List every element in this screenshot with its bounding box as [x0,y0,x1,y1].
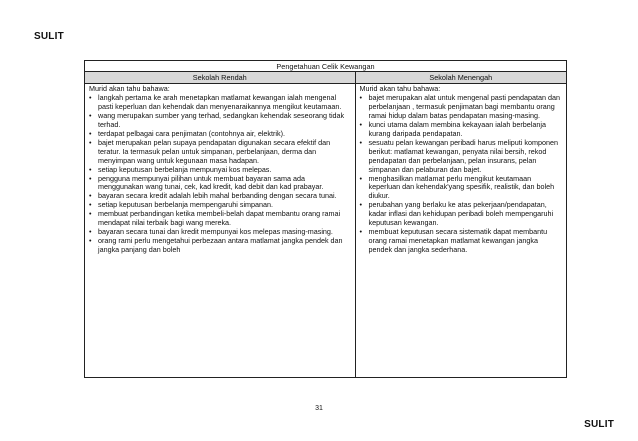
bullet-icon: • [89,200,92,210]
bullet-icon: • [359,137,363,147]
list-item: • setiap keputusan berbelanja mempengaruhi simpanan. [89,200,274,210]
footer-classification-label: SULIT [584,419,614,430]
bullet-icon: • [89,173,92,183]
list-item: • perubahan yang berlaku ke atas pekerjaan/pendapatan, kadar inflasi dan kehidupan peribadi boleh mempengaruhi keputusan kewangan. [359,200,554,228]
primary-intro: Murid akan tahu bahawa: [89,84,170,93]
list-item: • menghasilkan matlamat perlu mengikut keutamaan keperluan dan kehendak'yang spesifik, realistik, dan boleh diukur. [359,173,555,201]
table-title: Pengetahuan Celik Kewangan [85,61,567,72]
bullet-icon: • [359,92,363,102]
list-item: • langkah pertama ke arah menetapkan matlamat kewangan ialah mengenal pasti keperluan dan kehendak dan menyenaraikannya mengikut keutamaan. [89,92,342,111]
bullet-icon: • [89,209,92,219]
bullet-icon: • [89,128,92,138]
page-number: 31 [315,405,323,412]
list-item: • setiap keputusan berbelanja mempunyai kos melepas. [89,164,272,174]
bullet-icon: • [359,227,363,237]
list-item: • sesuatu pelan kewangan peribadi harus meliputi komponen berikut: matlamat kewangan, penyata nilai bersih, rekod pendapatan dan perbelanjaan, pelan insurans, pelan simpanan dan pelaburan dan bajet. [359,137,558,174]
bullet-icon: • [89,110,92,120]
list-item: • membuat keputusan secara sistematik dapat membantu orang ramai menetapkan matlamat kewangan jangka pendek dan jangka sederhana. [359,227,548,255]
bullet-icon: • [89,236,92,246]
secondary-intro: Murid akan tahu bahawa: [359,84,441,93]
header-classification-label: SULIT [34,31,64,42]
bullet-icon: • [89,227,92,237]
bullet-icon: • [359,173,363,183]
list-item: • pengguna mempunyai pilihan untuk membuat bayaran sama ada menggunakan wang tunai, cek, kad kredit, kad debit dan kad prabayar. [89,173,324,192]
bullet-icon: • [89,164,92,174]
primary-school-cell [85,84,356,378]
list-item: • kunci utama dalam membina kekayaan ialah berbelanja kurang daripada pendapatan. [359,119,546,138]
list-item: • terdapat pelbagai cara penjimatan (contohnya air, elektrik). [89,128,285,138]
bullet-icon: • [359,119,363,129]
secondary-point-list [360,94,563,255]
list-item: • orang rami perlu mengetahui perbezaan antara matlamat jangka pendek dan jangka panjang dan boleh [89,236,343,255]
bullet-icon: • [89,191,92,201]
bullet-icon: • [359,200,363,210]
financial-literacy-table [84,60,567,378]
column-header-secondary: Sekolah Menengah [355,72,566,84]
bullet-icon: • [89,92,92,102]
list-item: • bayaran secara tunai dan kredit mempunyai kos melepas masing-masing. [89,227,333,237]
list-item: • bajet merupakan pelan supaya pendapatan digunakan secara efektif dan teratur. Ia termasuk pelan untuk simpanan, perbelanjaan, derma dan menyimpan wang untuk kegunaan masa hadapan. [89,137,331,165]
list-item: • bayaran secara kredit adalah lebih mahal berbanding dengan secara tunai. [89,191,337,201]
column-header-primary: Sekolah Rendah [85,72,356,84]
bullet-icon: • [89,137,92,147]
list-item: • membuat perbandingan ketika membeli-belah dapat membantu orang ramai mendapat nilai terbaik bagi wang mereka. [89,209,341,228]
list-item: • wang merupakan sumber yang terhad, sedangkan kehendak seseorang tidak terhad. [89,110,345,129]
list-item: • bajet merupakan alat untuk mengenal pasti pendapatan dan perbelanjaan , termasuk penjimatan bagi membantu orang ramai hidup dalam batas pendapatan masing-masing. [359,92,560,120]
secondary-school-cell [355,84,566,378]
primary-point-list [89,94,352,255]
